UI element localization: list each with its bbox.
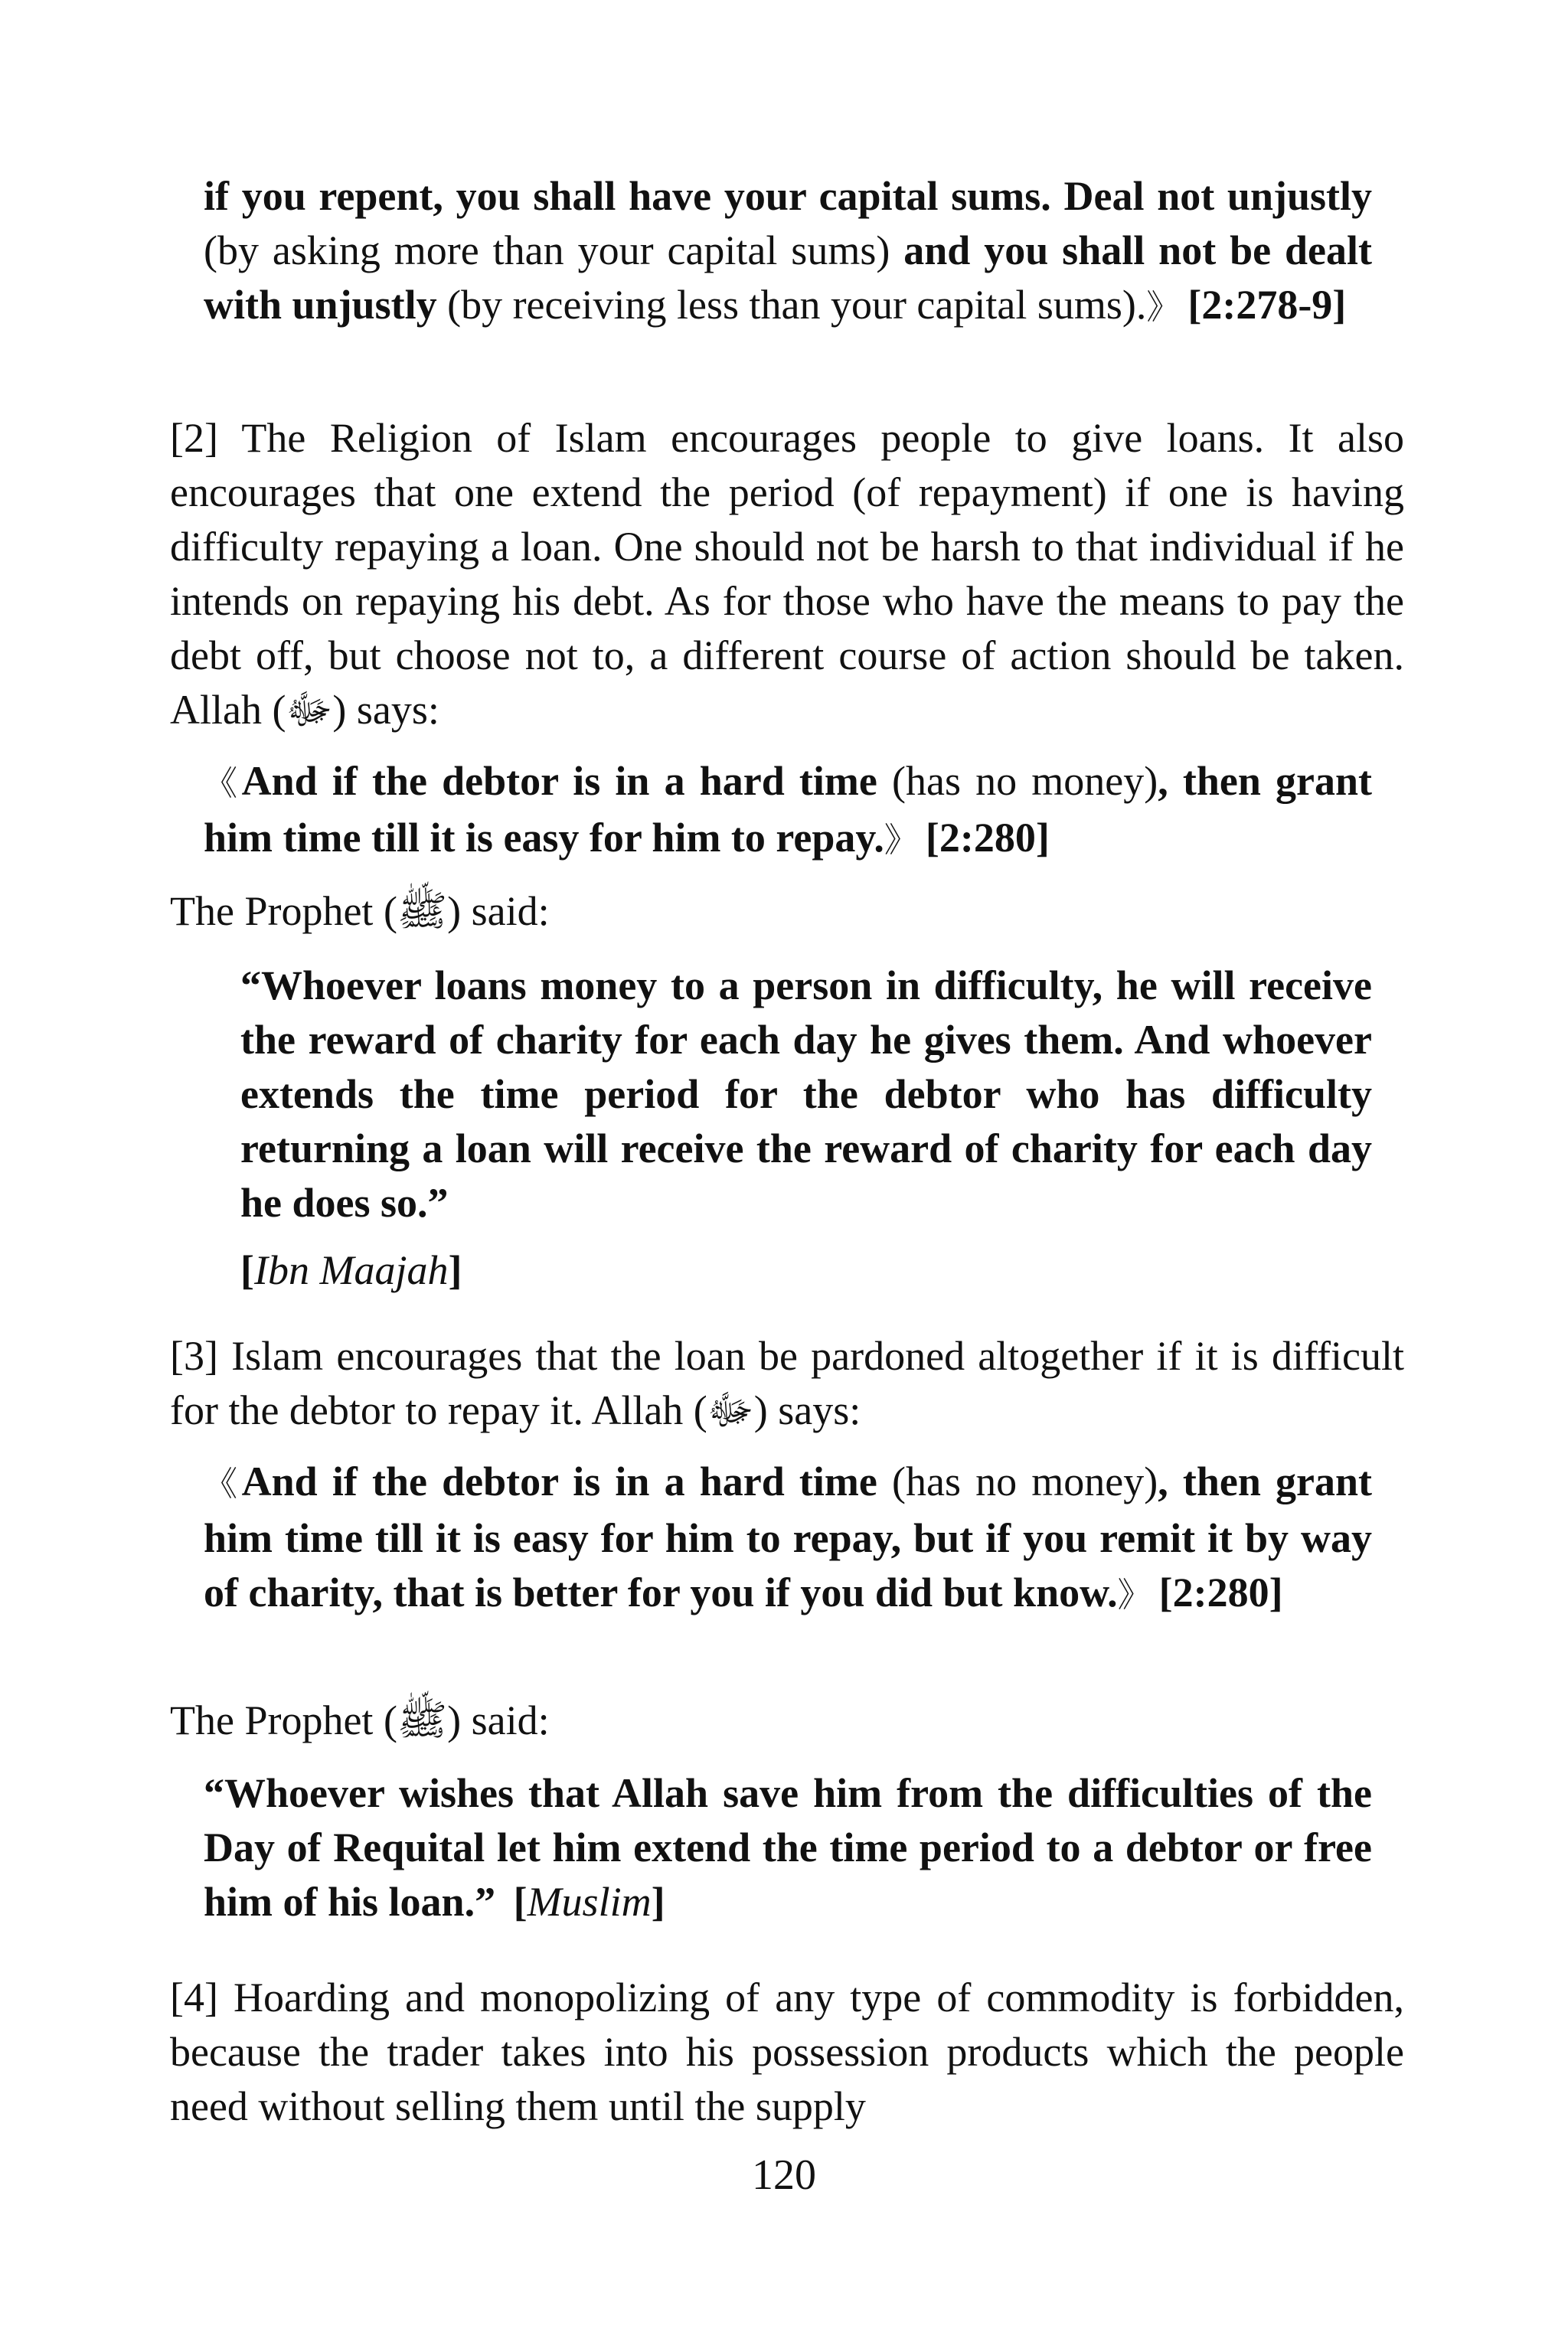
hadith-text: “Whoever wishes that Allah save him from the difficulties of the Day of Requital let him extend the time period to a debtor or free him of his loan.”: [204, 1770, 1372, 1925]
paragraph-text: [3] Islam encourages that the loan be pardoned altogether if it is difficult for the debtor to repay it. Allah (: [170, 1333, 1404, 1433]
closing-ornament: 》: [884, 822, 918, 859]
honorific-glyph: ﷺ: [397, 888, 448, 934]
quran-text-bold: , then grant him time till it is easy for him to repay, but if you remit it by way of charity, that is better for you if you did but know.: [204, 1459, 1373, 1615]
prophet-said-text: The Prophet (: [170, 888, 397, 934]
quran-text-bold: And if the debtor is in a hard time: [241, 758, 877, 804]
paragraph-text-end: ) says:: [753, 1387, 861, 1433]
source-bracket-open: [: [513, 1879, 528, 1925]
honorific-glyph: ﷻ: [286, 687, 333, 733]
quran-gloss: (has no money): [877, 1459, 1158, 1504]
prophet-said-text-end: ) said:: [447, 1697, 550, 1743]
quran-gloss: (has no money): [877, 758, 1158, 804]
hadith-source: Ibn Maajah: [253, 1247, 449, 1293]
prophet-said-text: The Prophet (: [170, 1697, 397, 1743]
quran-text-bold: and you shall not be dealt with unjustly: [204, 227, 1372, 328]
quran-text-bold: if you repent, you shall have your capital sums. Deal not unjustly: [204, 173, 1372, 219]
hadith-source: Muslim: [527, 1879, 652, 1925]
hadith-2: [204, 1766, 1372, 1929]
quran-quote-2-278: [204, 169, 1372, 335]
paragraph-text: [2] The Religion of Islam encourages people to give loans. It also encourages that one extend the period (of repayment) if one is having difficulty repaying a loan. One should not be harsh to that individual if he intends on repaying his debt. As for those who have the means to pay the debt off, but choose not to, a different course of action should be taken. Allah (: [170, 415, 1404, 733]
quran-text-bold: , then grant him time till it is easy for him to repay.: [204, 758, 1373, 861]
source-bracket-close: ]: [448, 1247, 462, 1293]
quran-quote-2-280: [204, 754, 1372, 867]
verse-reference: [2:280]: [925, 815, 1050, 861]
quran-gloss: (by asking more than your capital sums): [204, 227, 904, 273]
paragraph-text: [4] Hoarding and monopolizing of any type of commodity is forbidden, because the trader takes into his possession products which the people need without selling them until the supply: [170, 1975, 1404, 2129]
closing-ornament: 》: [1117, 1576, 1152, 1614]
opening-ornament: 《: [204, 765, 242, 802]
quran-gloss: (by receiving less than your capital sums).: [436, 282, 1147, 328]
paragraph-text-end: ) says:: [332, 687, 439, 733]
hadith-1-source: [240, 1243, 1372, 1298]
closing-ornament: 》: [1146, 289, 1181, 326]
source-bracket-open: [: [240, 1247, 254, 1293]
source-bracket-close: ]: [651, 1879, 665, 1925]
paragraph-3: [170, 1329, 1404, 1438]
paragraph-2: [170, 411, 1404, 737]
prophet-said-line-1: [170, 884, 1404, 939]
hadith-text: “Whoever loans money to a person in difficulty, he will receive the reward of charity for each day he gives them. And whoever extends the time period for the debtor who has difficulty returning a loan will receive the reward of charity for each day he does so.”: [240, 962, 1372, 1226]
quran-text-bold: And if the debtor is in a hard time: [241, 1459, 877, 1504]
page-number: 120: [752, 2151, 816, 2199]
prophet-said-text-end: ) said:: [447, 888, 550, 934]
paragraph-4: [170, 1971, 1404, 2134]
honorific-glyph: ﷺ: [397, 1697, 448, 1743]
verse-reference: [2:278-9]: [1187, 282, 1347, 328]
quran-quote-2-280-full: [204, 1455, 1372, 1622]
honorific-glyph: ﷻ: [707, 1387, 754, 1433]
verse-reference: [2:280]: [1158, 1570, 1283, 1615]
prophet-said-line-2: [170, 1694, 1404, 1748]
opening-ornament: 《: [204, 1465, 242, 1503]
hadith-1: [240, 959, 1372, 1230]
